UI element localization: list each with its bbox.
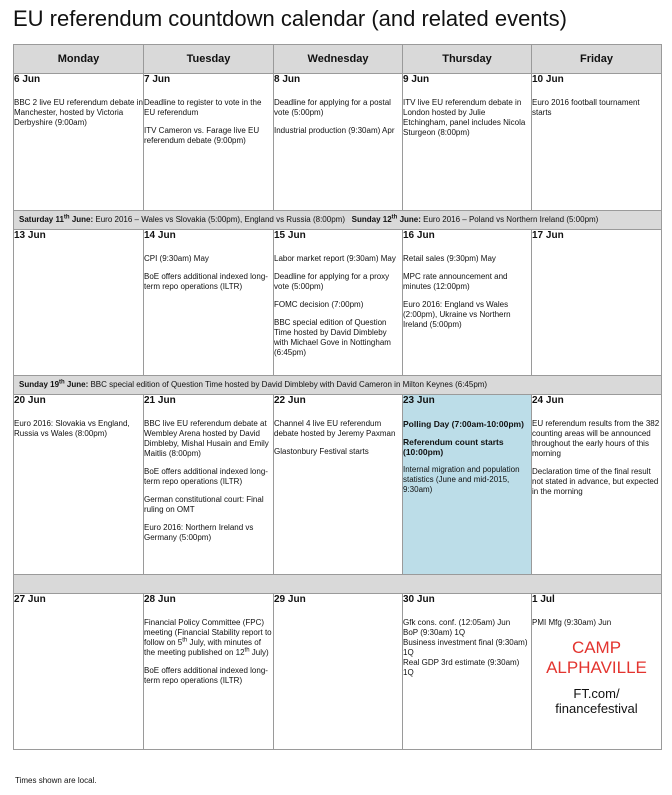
financefestival-text: financefestival xyxy=(555,701,638,716)
date-label: 28 Jun xyxy=(144,594,176,605)
weekend-row xyxy=(14,211,662,230)
event-text: Gfk cons. conf. (12:05am) Jun xyxy=(403,618,511,627)
event-text: Euro 2016 football tournament starts xyxy=(532,98,640,117)
date-label: 8 Jun xyxy=(274,74,301,85)
event-text: Deadline for applying for a postal vote (5:00pm) xyxy=(274,98,391,117)
weekend-day-label: Saturday 11th June: xyxy=(19,214,94,224)
event-text: BoE offers additional indexed long-term repo operations (ILTR) xyxy=(144,467,268,486)
day-cell-27-jun xyxy=(14,594,144,750)
event-text: German constitutional court: Final ruling on OMT xyxy=(144,495,264,514)
event-text: BoE offers additional indexed long-term repo operations (ILTR) xyxy=(144,666,268,685)
date-label: 16 Jun xyxy=(403,230,435,241)
event-text: Deadline to register to vote in the EU referendum xyxy=(144,98,262,117)
header-monday: Monday xyxy=(14,45,144,74)
date-label: 17 Jun xyxy=(532,230,564,241)
date-label: 20 Jun xyxy=(14,395,46,406)
event-text: BoE offers additional indexed long-term repo operations (ILTR) xyxy=(144,272,268,291)
event-text: Deadline for applying for a proxy vote (5:00pm) xyxy=(274,272,390,291)
date-label: 13 Jun xyxy=(14,230,46,241)
day-cell-17-jun xyxy=(532,230,662,376)
polling-day-text: Polling Day (7:00am-10:00pm) xyxy=(403,419,524,429)
page-title: EU referendum countdown calendar (and related events) xyxy=(13,6,567,31)
event-text: Euro 2016: Northern Ireland vs Germany (5:00pm) xyxy=(144,523,254,542)
ft-url-text: FT.com/ xyxy=(573,686,620,701)
date-label: 14 Jun xyxy=(144,230,176,241)
date-label: 30 Jun xyxy=(403,594,435,605)
calendar-table xyxy=(13,44,662,750)
weekend-events-19-jun xyxy=(14,376,662,395)
event-text: Industrial production (9:30am) Apr xyxy=(274,126,395,135)
day-cell-8-jun xyxy=(274,74,403,211)
day-cell-28-jun xyxy=(144,594,274,750)
week-row xyxy=(14,594,662,750)
weekend-event-text: BBC special edition of Question Time hosted by David Dimbleby with David Cameron in Milton Keynes (6:45pm) xyxy=(88,380,488,389)
date-label: 7 Jun xyxy=(144,74,171,85)
weekend-events-11-12-jun xyxy=(14,211,662,230)
weekend-day-label: Sunday 12th June: xyxy=(351,214,421,224)
day-cell-6-jun xyxy=(14,74,144,211)
weekend-row xyxy=(14,376,662,395)
day-cell-10-jun xyxy=(532,74,662,211)
day-cell-16-jun xyxy=(403,230,532,376)
weekend-day-label: Sunday 19th June: xyxy=(19,379,89,389)
date-label: 24 Jun xyxy=(532,395,564,406)
date-label: 1 Jul xyxy=(532,594,555,605)
date-label: 27 Jun xyxy=(14,594,46,605)
week-row xyxy=(14,230,662,376)
event-text: Real GDP 3rd estimate (9:30am) 1Q xyxy=(403,658,520,677)
date-label: 6 Jun xyxy=(14,74,41,85)
event-text: ITV live EU referendum debate in London hosted by Julie Etchingham, panel includes Nicola Sturgeon (8:00pm) xyxy=(403,98,526,137)
event-text: BBC live EU referendum debate at Wembley Arena hosted by David Dimbleby, Mishal Husain and Emily Maitlis (8:00pm) xyxy=(144,419,269,458)
event-text: Euro 2016: England vs Wales (2:00pm), Ukraine vs Northern Ireland (5:00pm) xyxy=(403,300,511,329)
day-cell-29-jun xyxy=(274,594,403,750)
event-text: ITV Cameron vs. Farage live EU referendum debate (9:00pm) xyxy=(144,126,260,145)
camp-alphaville-promo xyxy=(532,638,661,716)
event-text: PMI Mfg (9:30am) Jun xyxy=(532,618,612,627)
event-text: Euro 2016: Slovakia vs England, Russia vs Wales (8:00pm) xyxy=(14,419,130,438)
event-text: CPI (9:30am) May xyxy=(144,254,209,263)
event-text: Declaration time of the final result not stated in advance, but expected in the morning xyxy=(532,467,659,496)
event-text: Financial Policy Committee (FPC) meeting (Financial Stability report to follow on 5th July, with minutes of the meeting published on 12th July) xyxy=(144,618,272,657)
event-text: Glastonbury Festival starts xyxy=(274,447,369,456)
day-cell-9-jun xyxy=(403,74,532,211)
header-wednesday: Wednesday xyxy=(274,45,403,74)
day-cell-22-jun xyxy=(274,395,403,575)
event-text: Retail sales (9:30pm) May xyxy=(403,254,496,263)
event-text: BoP (9:30am) 1Q xyxy=(403,628,466,637)
weekend-event-text: Euro 2016 – Wales vs Slovakia (5:00pm), England vs Russia (8:00pm) xyxy=(93,215,345,224)
event-text: FOMC decision (7:00pm) xyxy=(274,300,364,309)
weekend-empty-cell xyxy=(14,575,662,594)
header-thursday: Thursday xyxy=(403,45,532,74)
event-text: BBC 2 live EU referendum debate in Manchester, hosted by Victoria Derbyshire (9:00am) xyxy=(14,98,143,127)
day-cell-7-jun xyxy=(144,74,274,211)
date-label: 22 Jun xyxy=(274,395,306,406)
event-text: Internal migration and population statistics (June and mid-2015, 9:30am) xyxy=(403,465,520,494)
date-label: 15 Jun xyxy=(274,230,306,241)
date-label: 21 Jun xyxy=(144,395,176,406)
event-text: BBC special edition of Question Time hosted by David Dimbleby with Michael Gove in Nottingham (6:45pm) xyxy=(274,318,391,357)
weekend-row-empty xyxy=(14,575,662,594)
weekend-event-text: Euro 2016 – Poland vs Northern Ireland (5:00pm) xyxy=(420,215,599,224)
date-label: 23 Jun xyxy=(403,395,435,406)
header-friday: Friday xyxy=(532,45,662,74)
day-cell-23-jun-polling-day xyxy=(403,395,532,575)
day-cell-20-jun xyxy=(14,395,144,575)
day-cell-13-jun xyxy=(14,230,144,376)
referendum-count-text: Referendum count starts (10:00pm) xyxy=(403,437,504,457)
header-tuesday: Tuesday xyxy=(144,45,274,74)
alphaville-text: ALPHAVILLE xyxy=(546,658,647,677)
week-row xyxy=(14,74,662,211)
event-text: Channel 4 live EU referendum debate hosted by Jeremy Paxman xyxy=(274,419,396,438)
day-cell-24-jun xyxy=(532,395,662,575)
date-label: 9 Jun xyxy=(403,74,430,85)
header-row xyxy=(14,45,662,74)
event-text: Business investment final (9:30am) 1Q xyxy=(403,638,528,657)
day-cell-30-jun xyxy=(403,594,532,750)
date-label: 29 Jun xyxy=(274,594,306,605)
week-row xyxy=(14,395,662,575)
camp-text: CAMP xyxy=(571,638,622,657)
day-cell-14-jun xyxy=(144,230,274,376)
day-cell-15-jun xyxy=(274,230,403,376)
day-cell-1-jul xyxy=(532,594,662,750)
day-cell-21-jun xyxy=(144,395,274,575)
date-label: 10 Jun xyxy=(532,74,564,85)
footnote: Times shown are local. xyxy=(15,776,97,785)
event-text: EU referendum results from the 382 counting areas will be announced throughout the early hours of this morning xyxy=(532,419,660,458)
event-text: Labor market report (9:30am) May xyxy=(274,254,396,263)
event-text: MPC rate announcement and minutes (12:00pm) xyxy=(403,272,508,291)
